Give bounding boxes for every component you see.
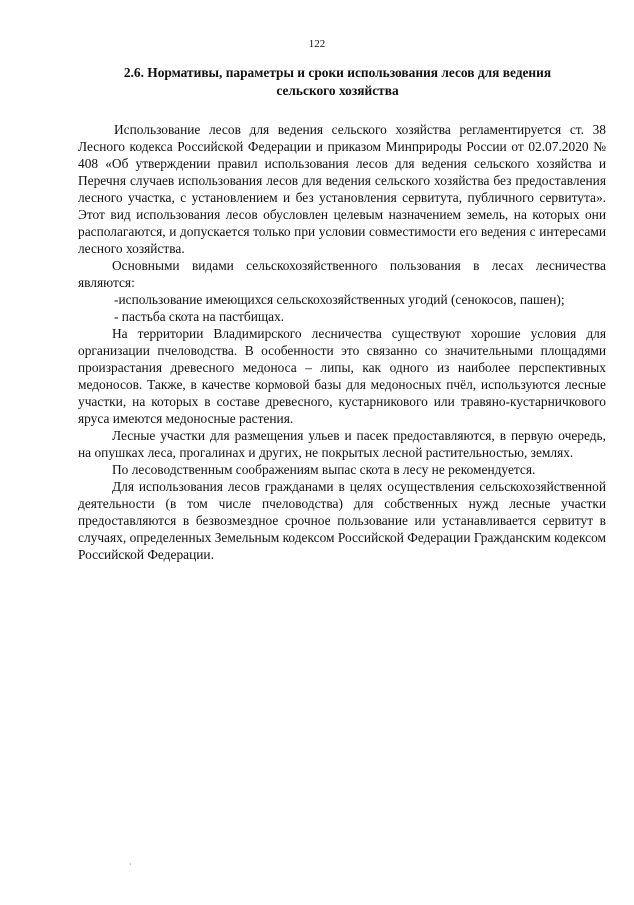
section-heading-line-1: 2.6. Нормативы, параметры и сроки использования лесов для ведения bbox=[123, 65, 552, 80]
page-number: 122 bbox=[308, 38, 326, 50]
list-item-agricultural-lands: -использование имеющихся сельскохозяйственных угодий (сенокосов, пашен); bbox=[114, 292, 565, 307]
paragraph-grazing-not-recommended: По лесоводственным соображениям выпас скота в лесу не рекомендуется. bbox=[112, 462, 536, 477]
paragraph-hive-placement: Лесные участки для размещения ульев и пасек предоставляются, в первую очередь, на опушках леса, прогалинах и других, не покрытых лесной растительностью, землях. bbox=[78, 428, 606, 460]
document-body bbox=[78, 121, 606, 563]
section-heading-line-2: сельского хозяйства bbox=[276, 83, 399, 98]
paragraph-beekeeping: На территории Владимирского лесничества существуют хорошие условия для организации пчеловодства. В особенности это связанно со значительными площадями произрастания древесного медоноса – липы, как одного из наиболее перспективных медоносов. Также, в качестве кормовой базы для медоносных пчёл, используются лесные участки, на которых в составе древесного, кустарникового или травяно-кустарничкового яруса имеются медоносные растения. bbox=[78, 326, 606, 426]
paragraph-citizen-use: Для использования лесов гражданами в целях осуществления сельскохозяйственной деятельности (в том числе пчеловодства) для собственных нужд лесные участки предоставляются в безвозмездное срочное пользование или устанавливается сервитут в случаях, определенных Земельным кодексом Российской Федерации Гражданским кодексом Российской Федерации. bbox=[78, 479, 606, 562]
scan-mark: · bbox=[129, 860, 132, 869]
list-item-grazing: - пастьба скота на пастбищах. bbox=[114, 309, 285, 324]
paragraph-legal-basis: Использование лесов для ведения сельского хозяйства регламентируется ст. 38 Лесного кодекса Российской Федерации и приказом Минприроды России от 02.07.2020 № 408 «Об утверждении правил использования лесов для ведения сельского хозяйства и Перечня случаев использования лесов для ведения сельского хозяйства без предоставления лесного участка, с установлением и без установления сервитута, публичного сервитута». Этот вид использования лесов обусловлен целевым назначением земель, на которых они располагаются, и допускается только при условии совместимости его ведения с интересами лесного хозяйства. bbox=[78, 122, 606, 256]
section-heading bbox=[85, 64, 590, 100]
paragraph-main-types: Основными видами сельскохозяйственного пользования в лесах лесничества являются: bbox=[78, 258, 606, 290]
